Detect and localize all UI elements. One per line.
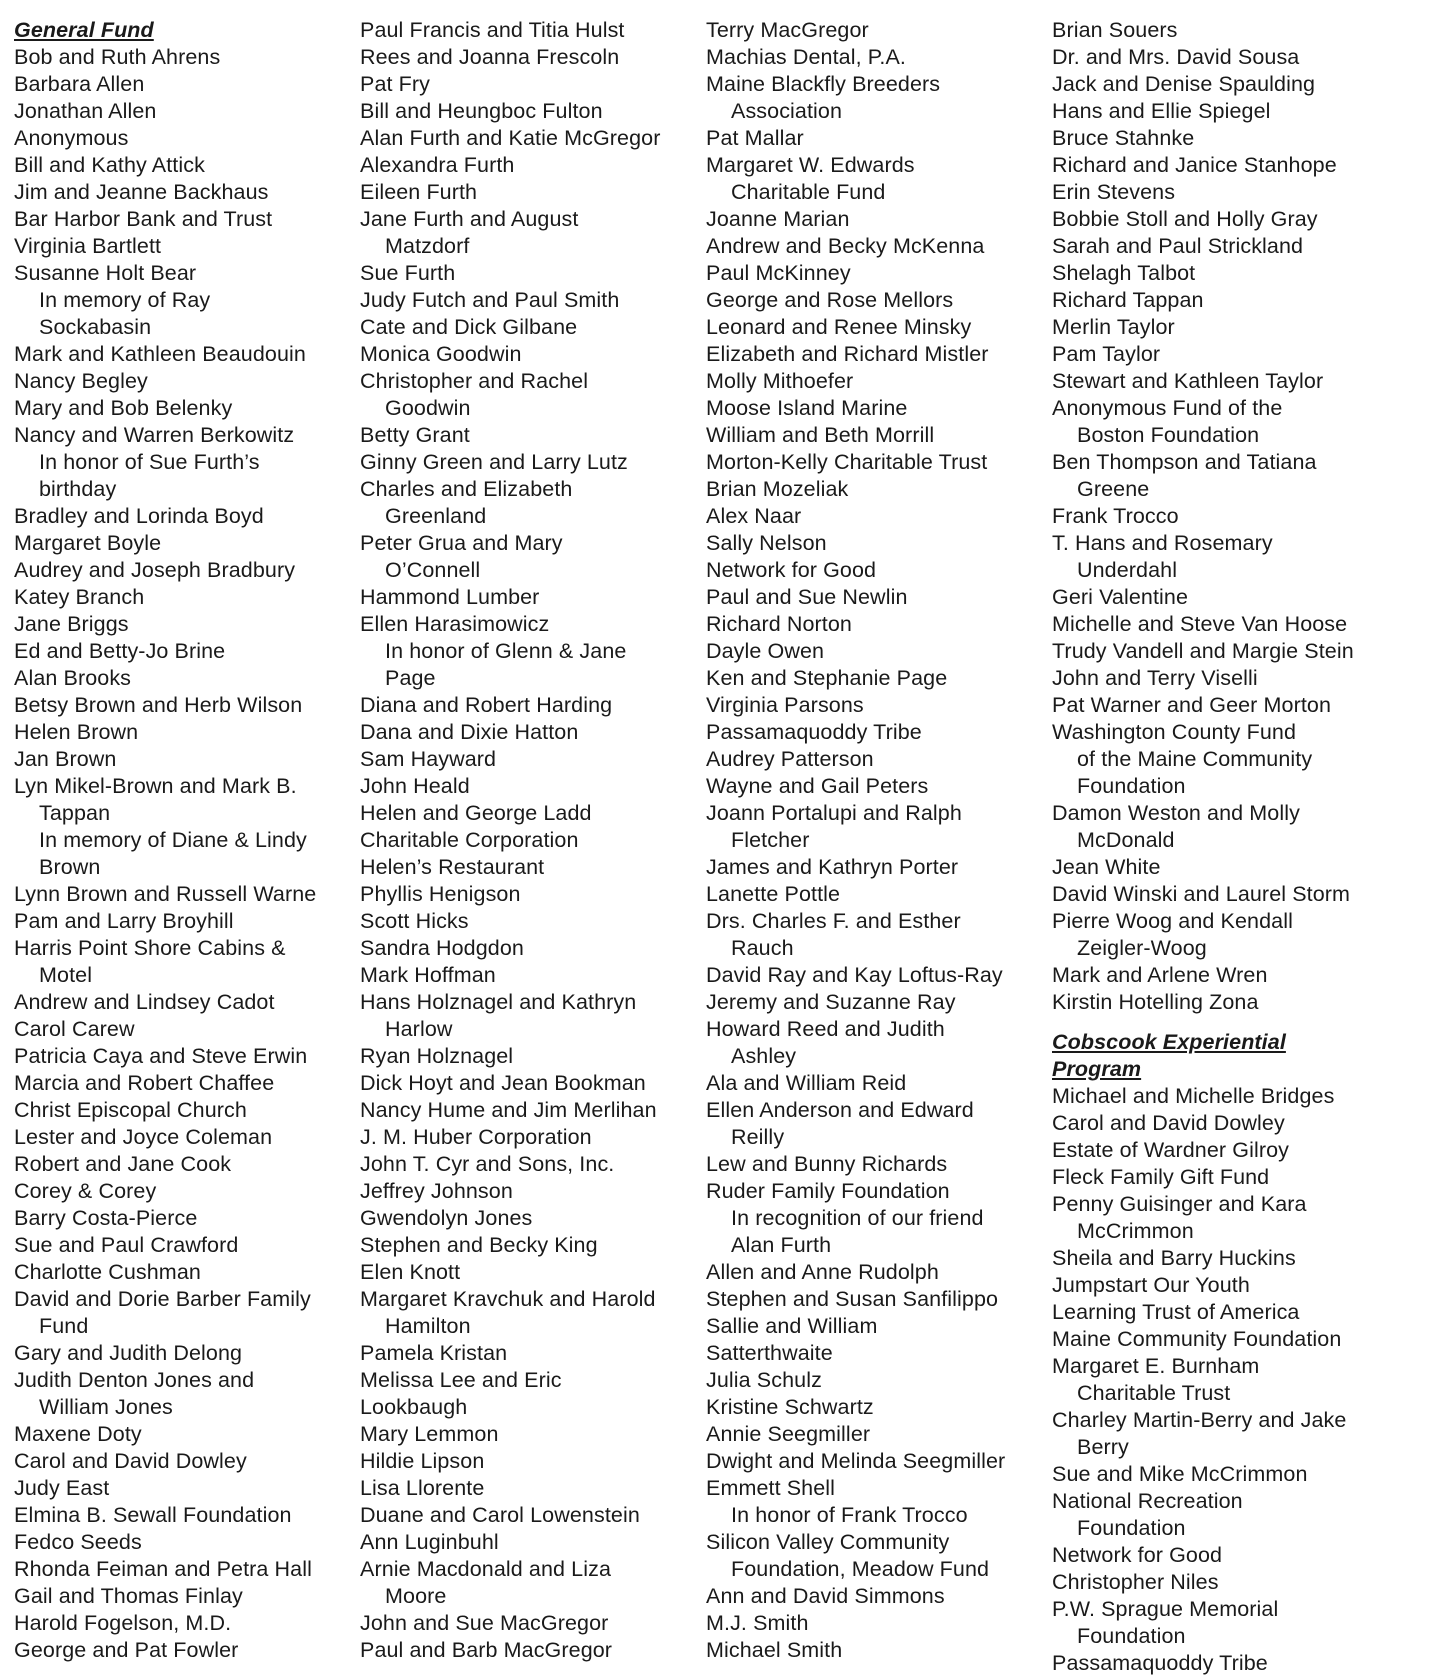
- donor-line: John T. Cyr and Sons, Inc.: [360, 1152, 615, 1176]
- donor-line: Jeremy and Suzanne Ray: [706, 990, 956, 1014]
- donor-line: Dana and Dixie Hatton: [360, 720, 579, 744]
- donor-line-continuation: Reilly: [731, 1125, 785, 1149]
- donor-line: Charley Martin-Berry and Jake: [1052, 1408, 1347, 1432]
- donor-line: Brian Souers: [1052, 18, 1178, 42]
- donor-line: Margaret E. Burnham: [1052, 1354, 1260, 1378]
- donor-line-continuation: McCrimmon: [1077, 1219, 1194, 1243]
- donor-line: John and Terry Viselli: [1052, 666, 1258, 690]
- donor-line-continuation: of the Maine Community: [1077, 747, 1313, 771]
- donor-line: National Recreation: [1052, 1489, 1243, 1513]
- donor-line: George and Rose Mellors: [706, 288, 954, 312]
- donor-line: Bob and Ruth Ahrens: [14, 45, 221, 69]
- donor-line: Pam and Larry Broyhill: [14, 909, 234, 933]
- donor-line: Bruce Stahnke: [1052, 126, 1195, 150]
- donor-line: Estate of Wardner Gilroy: [1052, 1138, 1289, 1162]
- donor-line: Ryan Holznagel: [360, 1044, 514, 1068]
- donor-line: Lanette Pottle: [706, 882, 841, 906]
- donor-line: Diana and Robert Harding: [360, 693, 613, 717]
- donor-line: Stewart and Kathleen Taylor: [1052, 369, 1324, 393]
- donor-line: Richard Norton: [706, 612, 852, 636]
- donor-line: Lisa Llorente: [360, 1476, 485, 1500]
- donor-line: Rhonda Feiman and Petra Hall: [14, 1557, 312, 1581]
- donor-line: Allen and Anne Rudolph: [706, 1260, 939, 1284]
- donor-line: Shelagh Talbot: [1052, 261, 1196, 285]
- donor-line: Christopher and Rachel: [360, 369, 589, 393]
- donor-line-continuation: Alan Furth: [731, 1233, 832, 1257]
- donor-line: Charles and Elizabeth: [360, 477, 573, 501]
- donor-line: Paul McKinney: [706, 261, 851, 285]
- donor-line: Mark and Arlene Wren: [1052, 963, 1268, 987]
- donor-line: Fleck Family Gift Fund: [1052, 1165, 1270, 1189]
- donor-line: Alan Brooks: [14, 666, 132, 690]
- donor-line: Ala and William Reid: [706, 1071, 907, 1095]
- section-heading: Program: [1052, 1057, 1142, 1081]
- donor-line: Michael and Michelle Bridges: [1052, 1084, 1335, 1108]
- donor-line: Duane and Carol Lowenstein: [360, 1503, 640, 1527]
- donor-line: Susanne Holt Bear: [14, 261, 197, 285]
- donor-line-continuation: Berry: [1077, 1435, 1129, 1459]
- donor-line: Jumpstart Our Youth: [1052, 1273, 1250, 1297]
- donor-line: Brian Mozeliak: [706, 477, 849, 501]
- donor-line: Charlotte Cushman: [14, 1260, 201, 1284]
- donor-line: Christ Episcopal Church: [14, 1098, 247, 1122]
- donor-line-continuation: Foundation: [1077, 774, 1186, 798]
- donor-line: J. M. Huber Corporation: [360, 1125, 592, 1149]
- donor-line: Richard and Janice Stanhope: [1052, 153, 1337, 177]
- donor-line: Jan Brown: [14, 747, 117, 771]
- donor-line: Passamaquoddy Tribe: [706, 720, 922, 744]
- donor-line: Frank Trocco: [1052, 504, 1179, 528]
- donor-line: Kristine Schwartz: [706, 1395, 874, 1419]
- donor-line-continuation: Fletcher: [731, 828, 810, 852]
- donor-line: Margaret Kravchuk and Harold: [360, 1287, 656, 1311]
- donor-line: Trudy Vandell and Margie Stein: [1052, 639, 1354, 663]
- donor-line-continuation: Harlow: [385, 1017, 453, 1041]
- donor-line-continuation: In honor of Frank Trocco: [731, 1503, 968, 1527]
- donor-line: Joann Portalupi and Ralph: [706, 801, 962, 825]
- donor-line: Penny Guisinger and Kara: [1052, 1192, 1307, 1216]
- donor-line: M.J. Smith: [706, 1611, 809, 1635]
- donor-line: Ginny Green and Larry Lutz: [360, 450, 628, 474]
- donor-line: Hammond Lumber: [360, 585, 540, 609]
- donor-line: Jack and Denise Spaulding: [1052, 72, 1316, 96]
- donor-line: Damon Weston and Molly: [1052, 801, 1300, 825]
- donor-line: Sue and Paul Crawford: [14, 1233, 239, 1257]
- donor-line: Network for Good: [1052, 1543, 1223, 1567]
- donor-line: Jane Furth and August: [360, 207, 579, 231]
- donor-line: Melissa Lee and Eric: [360, 1368, 562, 1392]
- donor-line: Learning Trust of America: [1052, 1300, 1300, 1324]
- donor-line: Richard Tappan: [1052, 288, 1204, 312]
- donor-line: Ed and Betty-Jo Brine: [14, 639, 226, 663]
- donor-line-continuation: Charitable Fund: [731, 180, 886, 204]
- donor-line-continuation: In honor of Glenn & Jane: [385, 639, 627, 663]
- donor-line: Terry MacGregor: [706, 18, 869, 42]
- donor-line: Alan Furth and Katie McGregor: [360, 126, 661, 150]
- donor-line: Paul Francis and Titia Hulst: [360, 18, 625, 42]
- donor-line: Carol and David Dowley: [14, 1449, 247, 1473]
- donor-line: Audrey and Joseph Bradbury: [14, 558, 296, 582]
- donor-line: Gary and Judith Delong: [14, 1341, 243, 1365]
- donor-line: Hans and Ellie Spiegel: [1052, 99, 1271, 123]
- donor-line: Erin Stevens: [1052, 180, 1176, 204]
- donor-line: Network for Good: [706, 558, 877, 582]
- donor-line: Gail and Thomas Finlay: [14, 1584, 243, 1608]
- donor-line-continuation: In honor of Sue Furth’s: [39, 450, 260, 474]
- donor-line: Ken and Stephanie Page: [706, 666, 948, 690]
- donor-line-continuation: Rauch: [731, 936, 794, 960]
- donor-line: Andrew and Lindsey Cadot: [14, 990, 275, 1014]
- donor-line: Elmina B. Sewall Foundation: [14, 1503, 292, 1527]
- section-heading: Cobscook Experiential: [1052, 1030, 1286, 1054]
- donor-line: Gwendolyn Jones: [360, 1206, 533, 1230]
- donor-column-2: [360, 17, 700, 1664]
- donor-line: Corey & Corey: [14, 1179, 157, 1203]
- donor-line: Anonymous: [14, 126, 129, 150]
- donor-line: Virginia Bartlett: [14, 234, 162, 258]
- donor-line: James and Kathryn Porter: [706, 855, 959, 879]
- donor-line: Sarah and Paul Strickland: [1052, 234, 1304, 258]
- donor-line-continuation: Goodwin: [385, 396, 471, 420]
- donor-line-continuation: Association: [731, 99, 843, 123]
- donor-line: Geri Valentine: [1052, 585, 1189, 609]
- donor-line: Bill and Kathy Attick: [14, 153, 205, 177]
- donor-line: Alexandra Furth: [360, 153, 515, 177]
- donor-line: Pierre Woog and Kendall: [1052, 909, 1293, 933]
- donor-line: Annie Seegmiller: [706, 1422, 871, 1446]
- donor-line: Nancy Begley: [14, 369, 148, 393]
- donor-line: P.W. Sprague Memorial: [1052, 1597, 1279, 1621]
- donor-line-continuation: In memory of Ray: [39, 288, 211, 312]
- donor-line: Ben Thompson and Tatiana: [1052, 450, 1317, 474]
- donor-line: Audrey Patterson: [706, 747, 874, 771]
- donor-line-continuation: Foundation, Meadow Fund: [731, 1557, 990, 1581]
- donor-line: Pat Fry: [360, 72, 430, 96]
- donor-line-continuation: Sockabasin: [39, 315, 152, 339]
- donor-line: Lynn Brown and Russell Warne: [14, 882, 317, 906]
- donor-line: Mark Hoffman: [360, 963, 496, 987]
- donor-line-continuation: Fund: [39, 1314, 89, 1338]
- donor-line: Pamela Kristan: [360, 1341, 508, 1365]
- donor-line: Leonard and Renee Minsky: [706, 315, 972, 339]
- donor-line-continuation: Zeigler-Woog: [1077, 936, 1207, 960]
- donor-line-continuation: Greene: [1077, 477, 1150, 501]
- donor-line: Jonathan Allen: [14, 99, 157, 123]
- donor-line: Lookbaugh: [360, 1395, 468, 1419]
- donor-line: Judy Futch and Paul Smith: [360, 288, 620, 312]
- donor-line: Hans Holznagel and Kathryn: [360, 990, 637, 1014]
- donor-line: Lyn Mikel-Brown and Mark B.: [14, 774, 297, 798]
- donor-line: Passamaquoddy Tribe: [1052, 1651, 1268, 1675]
- donor-line: Monica Goodwin: [360, 342, 522, 366]
- donor-line: Helen’s Restaurant: [360, 855, 545, 879]
- donor-line-continuation: Matzdorf: [385, 234, 470, 258]
- donor-line: Nancy Hume and Jim Merlihan: [360, 1098, 657, 1122]
- donor-line: Carol Carew: [14, 1017, 135, 1041]
- donor-line: Bar Harbor Bank and Trust: [14, 207, 273, 231]
- donor-line: Dwight and Melinda Seegmiller: [706, 1449, 1006, 1473]
- donor-line: John Heald: [360, 774, 470, 798]
- donor-line: Eileen Furth: [360, 180, 478, 204]
- donor-line: Nancy and Warren Berkowitz: [14, 423, 295, 447]
- donor-line-continuation: In recognition of our friend: [731, 1206, 984, 1230]
- donor-line: Robert and Jane Cook: [14, 1152, 232, 1176]
- donor-line: Drs. Charles F. and Esther: [706, 909, 961, 933]
- donor-line: Scott Hicks: [360, 909, 469, 933]
- donor-line: Kirstin Hotelling Zona: [1052, 990, 1259, 1014]
- donor-line: Charitable Corporation: [360, 828, 579, 852]
- donor-line: Mary Lemmon: [360, 1422, 499, 1446]
- donor-line: Margaret W. Edwards: [706, 153, 915, 177]
- donor-line: Rees and Joanna Frescoln: [360, 45, 620, 69]
- donor-line-continuation: Boston Foundation: [1077, 423, 1260, 447]
- donor-line: Bobbie Stoll and Holly Gray: [1052, 207, 1318, 231]
- donor-line-continuation: birthday: [39, 477, 117, 501]
- donor-line: Ruder Family Foundation: [706, 1179, 950, 1203]
- donor-line: Sam Hayward: [360, 747, 497, 771]
- donor-line: Sallie and William: [706, 1314, 878, 1338]
- donor-line: Joanne Marian: [706, 207, 850, 231]
- donor-line: Wayne and Gail Peters: [706, 774, 929, 798]
- donor-line: Machias Dental, P.A.: [706, 45, 906, 69]
- donor-line-continuation: Moore: [385, 1584, 447, 1608]
- donor-line: Patricia Caya and Steve Erwin: [14, 1044, 308, 1068]
- donor-line: Merlin Taylor: [1052, 315, 1175, 339]
- donor-line: Sandra Hodgdon: [360, 936, 524, 960]
- donor-line: George and Pat Fowler: [14, 1638, 239, 1662]
- donor-line-continuation: Greenland: [385, 504, 487, 528]
- donor-line: Barbara Allen: [14, 72, 145, 96]
- donor-line: Moose Island Marine: [706, 396, 908, 420]
- donor-line-continuation: Brown: [39, 855, 101, 879]
- donor-line: Dick Hoyt and Jean Bookman: [360, 1071, 646, 1095]
- donor-line: Ellen Anderson and Edward: [706, 1098, 974, 1122]
- donor-line: Helen Brown: [14, 720, 139, 744]
- donor-line: Maine Community Foundation: [1052, 1327, 1342, 1351]
- donor-line-continuation: Charitable Trust: [1077, 1381, 1231, 1405]
- donor-line-continuation: Hamilton: [385, 1314, 471, 1338]
- donor-line: Jean White: [1052, 855, 1161, 879]
- donor-line: Lester and Joyce Coleman: [14, 1125, 273, 1149]
- donor-line: Ann Luginbuhl: [360, 1530, 499, 1554]
- donor-line: Dr. and Mrs. David Sousa: [1052, 45, 1300, 69]
- donor-line: Katey Branch: [14, 585, 145, 609]
- donor-line: John and Sue MacGregor: [360, 1611, 609, 1635]
- donor-line: Sue Furth: [360, 261, 456, 285]
- donor-line: Michelle and Steve Van Hoose: [1052, 612, 1348, 636]
- donor-line-continuation: McDonald: [1077, 828, 1175, 852]
- donor-line: Maine Blackfly Breeders: [706, 72, 941, 96]
- donor-line: Molly Mithoefer: [706, 369, 854, 393]
- donor-line: Bradley and Lorinda Boyd: [14, 504, 264, 528]
- donor-line: Elizabeth and Richard Mistler: [706, 342, 989, 366]
- donor-line: Helen and George Ladd: [360, 801, 592, 825]
- donor-line: Peter Grua and Mary: [360, 531, 563, 555]
- donor-line: Paul and Sue Newlin: [706, 585, 908, 609]
- donor-line: Cate and Dick Gilbane: [360, 315, 578, 339]
- donor-line: Lew and Bunny Richards: [706, 1152, 948, 1176]
- donor-line: Michael Smith: [706, 1638, 843, 1662]
- donor-line: Bill and Heungboc Fulton: [360, 99, 603, 123]
- donor-line: Judy East: [14, 1476, 110, 1500]
- donor-line-continuation: In memory of Diane & Lindy: [39, 828, 307, 852]
- donor-line: Dayle Owen: [706, 639, 825, 663]
- donor-line: Pam Taylor: [1052, 342, 1161, 366]
- donor-line: Carol and David Dowley: [1052, 1111, 1285, 1135]
- donor-line: Harold Fogelson, M.D.: [14, 1611, 232, 1635]
- donor-line: Betty Grant: [360, 423, 470, 447]
- donor-line: Harris Point Shore Cabins &: [14, 936, 286, 960]
- donor-line: Howard Reed and Judith: [706, 1017, 945, 1041]
- donor-line-continuation: William Jones: [39, 1395, 173, 1419]
- donor-line-continuation: Underdahl: [1077, 558, 1178, 582]
- donor-line: Sue and Mike McCrimmon: [1052, 1462, 1308, 1486]
- donor-line-continuation: Page: [385, 666, 436, 690]
- donor-line: Satterthwaite: [706, 1341, 833, 1365]
- donor-line: Fedco Seeds: [14, 1530, 142, 1554]
- donor-line: Ellen Harasimowicz: [360, 612, 550, 636]
- donor-line: Christopher Niles: [1052, 1570, 1219, 1594]
- donor-line: Morton-Kelly Charitable Trust: [706, 450, 988, 474]
- donor-line: Andrew and Becky McKenna: [706, 234, 985, 258]
- donor-line: Maxene Doty: [14, 1422, 142, 1446]
- donor-line: Margaret Boyle: [14, 531, 162, 555]
- donor-line: Pat Warner and Geer Morton: [1052, 693, 1332, 717]
- donor-line: Virginia Parsons: [706, 693, 864, 717]
- donor-line: Emmett Shell: [706, 1476, 836, 1500]
- donor-line: William and Beth Morrill: [706, 423, 935, 447]
- donor-line: David Ray and Kay Loftus-Ray: [706, 963, 1003, 987]
- donor-line-continuation: Motel: [39, 963, 93, 987]
- donor-column-4: [1052, 17, 1392, 1677]
- donor-line: Stephen and Becky King: [360, 1233, 598, 1257]
- donor-line: T. Hans and Rosemary: [1052, 531, 1273, 555]
- donor-line-continuation: Tappan: [39, 801, 111, 825]
- donor-line: Jane Briggs: [14, 612, 129, 636]
- donor-line: Sally Nelson: [706, 531, 827, 555]
- donor-line: Mary and Bob Belenky: [14, 396, 233, 420]
- donor-line-continuation: Foundation: [1077, 1624, 1186, 1648]
- donor-line: Phyllis Henigson: [360, 882, 521, 906]
- section-spacer: [1052, 1016, 1392, 1029]
- donor-line: Stephen and Susan Sanfilippo: [706, 1287, 999, 1311]
- donor-line: Washington County Fund: [1052, 720, 1297, 744]
- donor-line: David and Dorie Barber Family: [14, 1287, 311, 1311]
- donor-line-continuation: Foundation: [1077, 1516, 1186, 1540]
- donor-line: Pat Mallar: [706, 126, 804, 150]
- donor-line-continuation: Ashley: [731, 1044, 797, 1068]
- donor-line: Elen Knott: [360, 1260, 461, 1284]
- donor-line: David Winski and Laurel Storm: [1052, 882, 1351, 906]
- section-heading: General Fund: [14, 18, 154, 42]
- donor-line-continuation: O’Connell: [385, 558, 481, 582]
- donor-line: Jeffrey Johnson: [360, 1179, 513, 1203]
- donor-column-3: [706, 17, 1046, 1664]
- donor-line: Paul and Barb MacGregor: [360, 1638, 613, 1662]
- donor-line: Julia Schulz: [706, 1368, 822, 1392]
- donor-line: Mark and Kathleen Beaudouin: [14, 342, 306, 366]
- donor-line: Betsy Brown and Herb Wilson: [14, 693, 303, 717]
- donor-line: Jim and Jeanne Backhaus: [14, 180, 269, 204]
- donor-line: Ann and David Simmons: [706, 1584, 945, 1608]
- donor-line: Arnie Macdonald and Liza: [360, 1557, 612, 1581]
- donor-line: Barry Costa-Pierce: [14, 1206, 198, 1230]
- donor-line: Silicon Valley Community: [706, 1530, 950, 1554]
- donor-column-1: [14, 17, 354, 1664]
- donor-line: Judith Denton Jones and: [14, 1368, 255, 1392]
- donor-line: Marcia and Robert Chaffee: [14, 1071, 275, 1095]
- donor-line: Anonymous Fund of the: [1052, 396, 1283, 420]
- donor-line: Alex Naar: [706, 504, 802, 528]
- donor-line: Hildie Lipson: [360, 1449, 485, 1473]
- donor-line: Sheila and Barry Huckins: [1052, 1246, 1296, 1270]
